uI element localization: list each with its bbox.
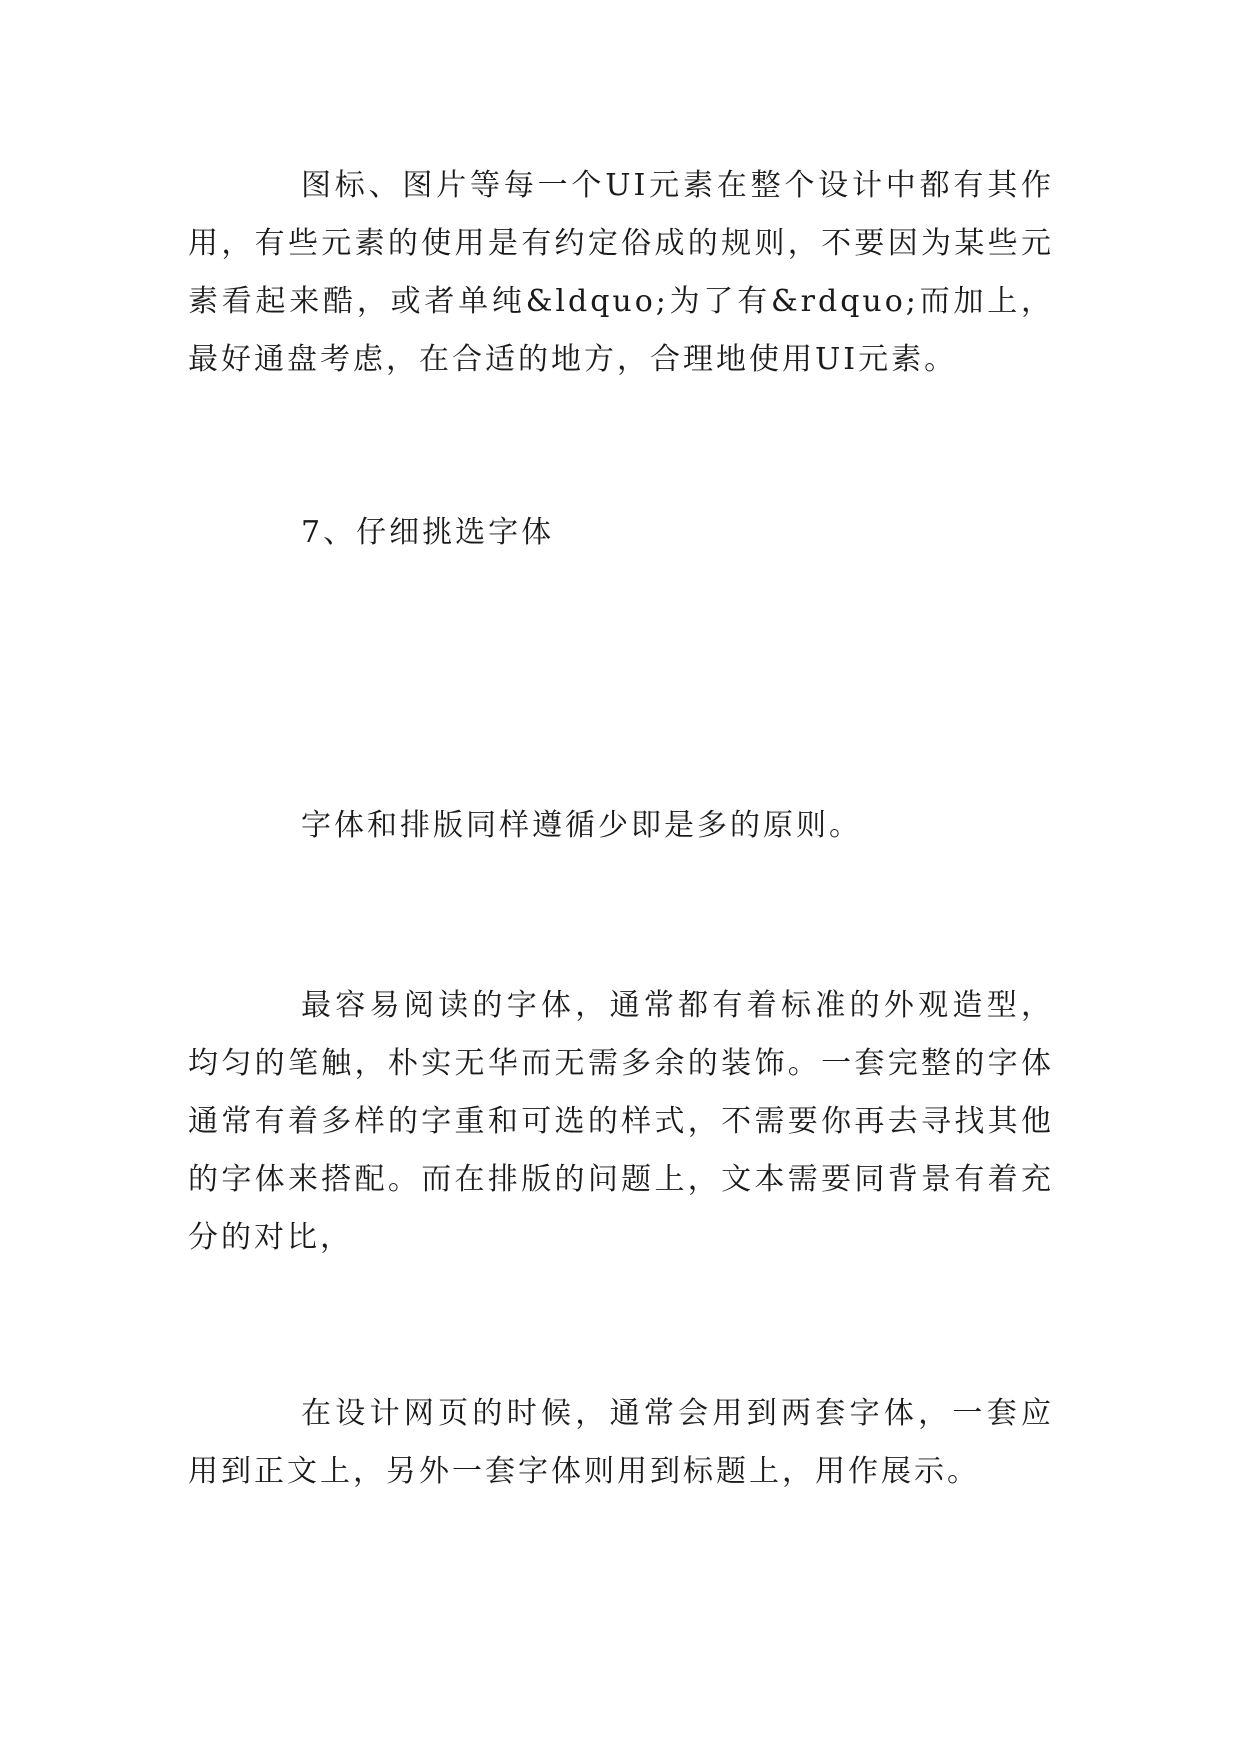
paragraph-ui-elements: 图标、图片等每一个UI元素在整个设计中都有其作用，有些元素的使用是有约定俗成的规则，不要因为某些元素看起来酷，或者单纯&ldquo;为了有&rdquo;而加上，最好通盘考虑，在合适的地方，合理地使用UI元素。: [188, 168, 1054, 377]
paragraph-two-font-sets: 在设计网页的时候，通常会用到两套字体，一套应用到正文上，另外一套字体则用到标题上，用作展示。: [188, 1396, 1054, 1489]
section-heading-choose-fonts: 7、仔细挑选字体: [301, 515, 555, 550]
paragraph-less-is-more: 字体和排版同样遵循少即是多的原则。: [301, 808, 862, 843]
paragraph-readable-fonts: 最容易阅读的字体，通常都有着标准的外观造型，均匀的笔触，朴实无华而无需多余的装饰。一套完整的字体通常有着多样的字重和可选的样式，不需要你再去寻找其他的字体来搭配。而在排版的问题上，文本需要同背景有着充分的对比，: [188, 988, 1054, 1255]
